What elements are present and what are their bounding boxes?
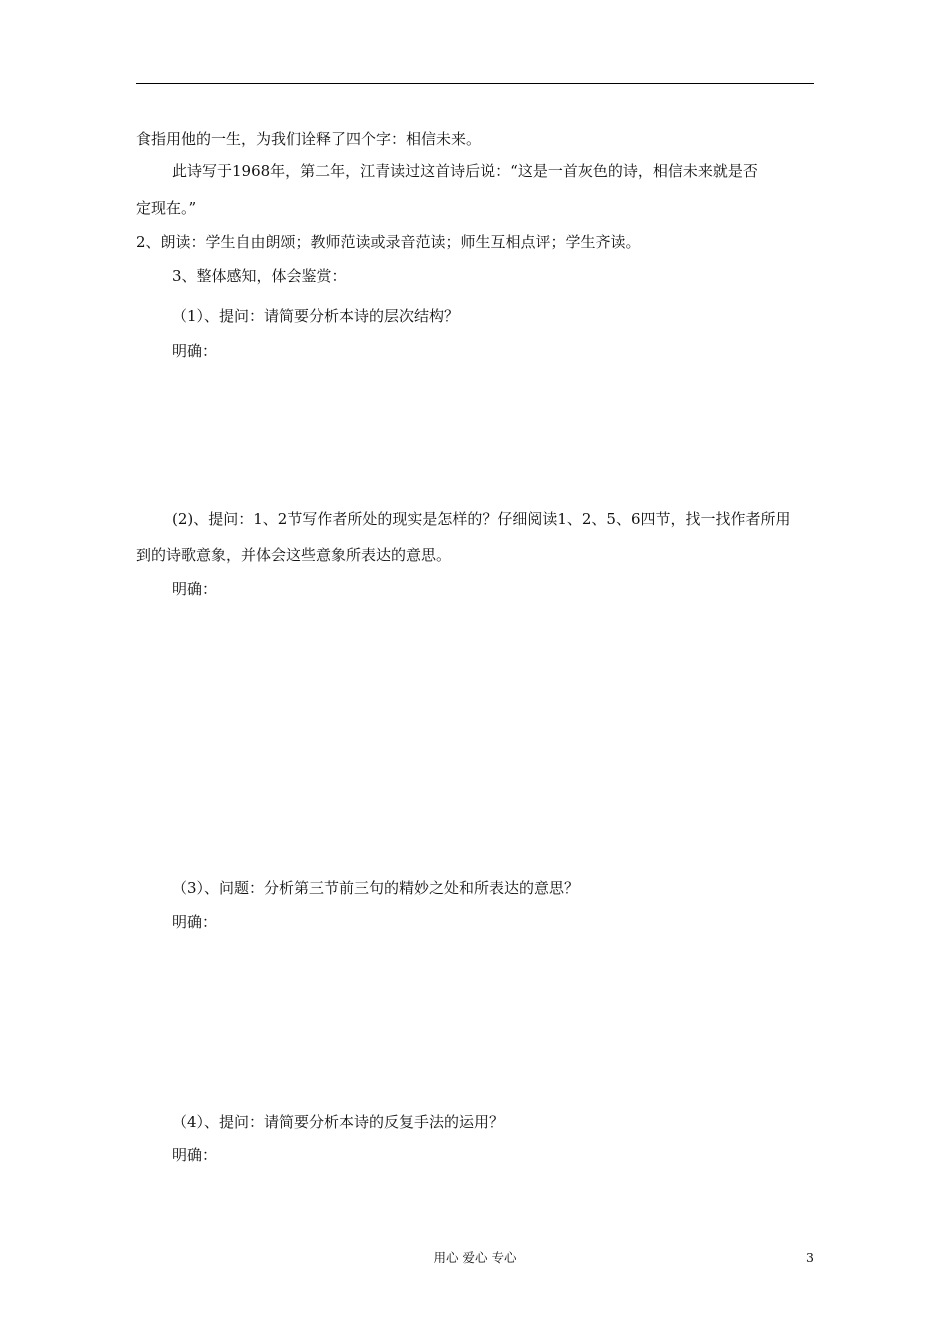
intro-line-1: 食指用他的一生，为我们诠释了四个字：相信未来。 (136, 130, 482, 148)
question-3-answer-label: 明确： (172, 913, 218, 931)
question-3: （3）、问题：分析第三节前三句的精妙之处和所表达的意思？ (172, 879, 580, 897)
question-2-answer-label: 明确： (172, 580, 218, 598)
intro-line-2: 此诗写于1968年，第二年，江青读过这首诗后说：“这是一首灰色的诗，相信未来就是否 (172, 162, 758, 180)
question-1: （1）、提问：请简要分析本诗的层次结构？ (172, 307, 460, 325)
question-2-line-1: (2)、提问：1、2节写作者所处的现实是怎样的？仔细阅读1、2、5、6四节，找一找作者所用 (172, 510, 791, 528)
header-rule (136, 83, 814, 84)
step-3-heading: 3、整体感知，体会鉴赏： (172, 267, 347, 285)
question-4-answer-label: 明确： (172, 1146, 218, 1164)
page-number: 3 (806, 1250, 814, 1265)
question-2-line-2: 到的诗歌意象，并体会这些意象所表达的意思。 (136, 546, 452, 564)
question-1-answer-label: 明确： (172, 342, 218, 360)
intro-line-3: 定现在。” (136, 199, 197, 217)
step-2-reading: 2、朗读：学生自由朗颂；教师范读或录音范读；师生互相点评；学生齐读。 (136, 233, 641, 251)
footer-motto: 用心 爱心 专心 (433, 1250, 517, 1265)
question-4: （4）、提问：请简要分析本诗的反复手法的运用？ (172, 1113, 505, 1131)
